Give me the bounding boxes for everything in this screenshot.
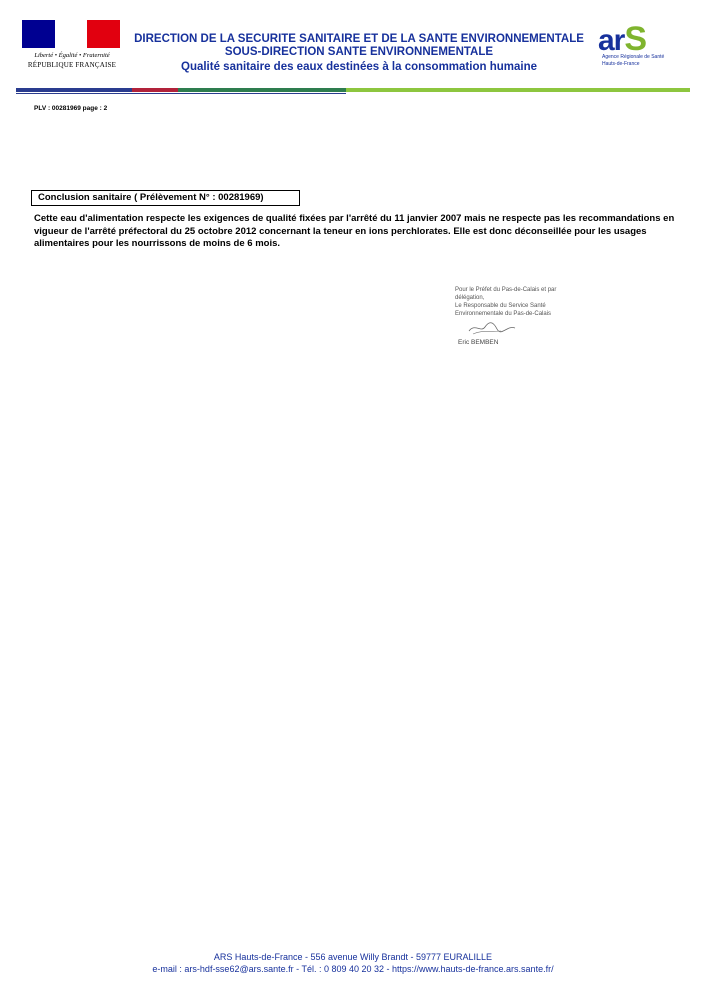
rf-name: RÉPUBLIQUE FRANÇAISE xyxy=(27,61,117,69)
signatory-name: Eric BEMBEN xyxy=(458,339,499,346)
header-title-subdirection: SOUS-DIRECTION SANTE ENVIRONNEMENTALE xyxy=(224,46,494,58)
footer-contact: e-mail : ars-hdf-sse62@ars.sante.fr - Tél. : 0 809 40 20 32 - https://www.hauts-de-france.ars.sante.fr/ xyxy=(152,964,554,974)
header-rule-red xyxy=(132,88,178,92)
rf-motto: Liberté • Égalité • Fraternité xyxy=(34,52,110,59)
footer-address: ARS Hauts-de-France - 556 avenue Willy Brandt - 59777 EURALILLE xyxy=(213,952,493,962)
conclusion-title-box xyxy=(31,190,300,206)
signature-line-3: Le Responsable du Service Santé xyxy=(455,303,546,309)
conclusion-text: Cette eau d'alimentation respecte les exigences de qualité fixées par l'arrêté du 11 janvier 2007 mais ne respecte pas les recommandations en vigueur de l'arrêté préfectoral du 25 octobre 2012 concernant la teneur en ions perchlorates. Elle est donc déconseillée pour les usages alimentaires pour les nourrissons de moins de 6 mois. xyxy=(34,213,675,249)
ars-logo-region: Hauts-de-France xyxy=(602,61,640,67)
republique-francaise-logo xyxy=(20,20,124,72)
handwritten-signature-icon xyxy=(467,319,517,337)
header-titles xyxy=(124,33,594,76)
marianne-flag-icon xyxy=(22,20,120,48)
header-title-direction: DIRECTION DE LA SECURITE SANITAIRE ET DE LA SANTE ENVIRONNEMENTALE xyxy=(134,33,584,45)
ars-logo-subtitle: Agence Régionale de Santé xyxy=(602,54,665,60)
footer xyxy=(0,951,706,975)
signature-line-2: délégation, xyxy=(455,295,485,301)
ars-logo-wordmark: arS xyxy=(598,20,647,58)
signature-line-4: Environnementale du Pas-de-Calais xyxy=(455,311,552,317)
header-rule-thin xyxy=(16,93,346,94)
header-rule-dark-green xyxy=(178,88,346,92)
ars-logo xyxy=(598,20,678,70)
plv-page-ref: PLV : 00281969 page : 2 xyxy=(34,105,108,112)
signature-block xyxy=(455,286,556,318)
header-rule-green xyxy=(346,88,690,92)
conclusion-title: Conclusion sanitaire ( Prélèvement N° : 00281969) xyxy=(38,192,264,203)
signature-line-1: Pour le Préfet du Pas-de-Calais et par xyxy=(455,287,557,293)
header-title-quality: Qualité sanitaire des eaux destinées à la consommation humaine xyxy=(181,61,537,73)
conclusion-underline xyxy=(31,205,300,206)
